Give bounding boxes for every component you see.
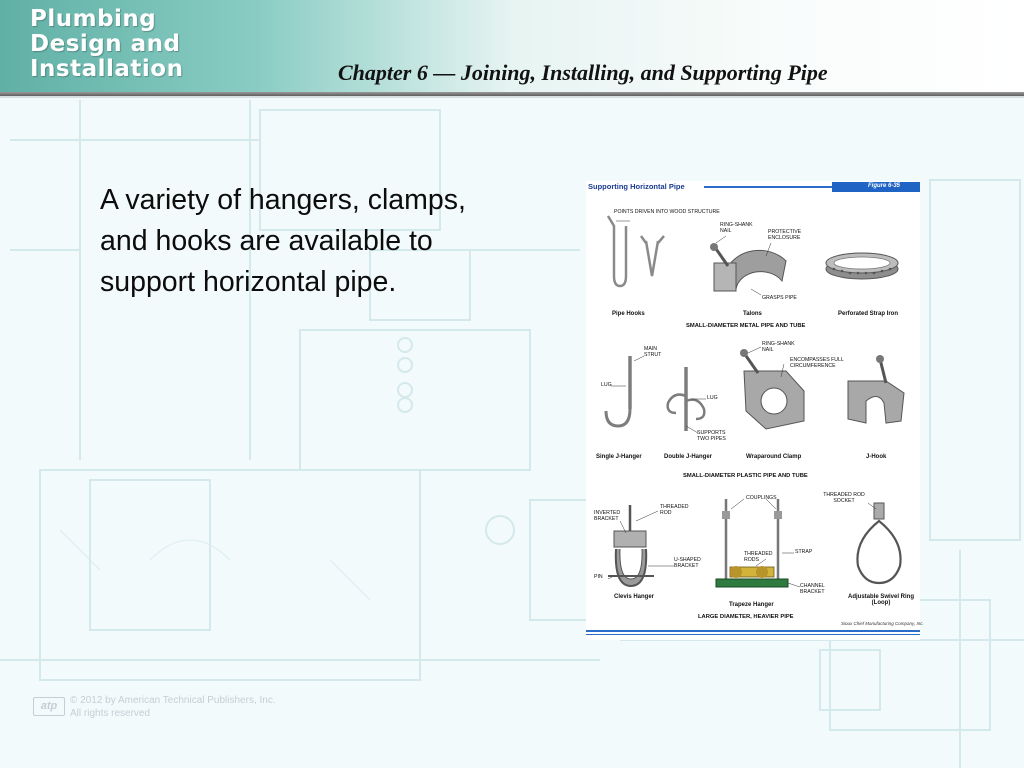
caption-pipe-hooks: Pipe Hooks	[612, 311, 645, 317]
figure-bottom-rule	[586, 630, 920, 632]
figure-credit: Sioux Chief Manufacturing Company, Inc.	[841, 621, 924, 626]
copyright	[70, 694, 276, 720]
section-plastic-pipe: SMALL-DIAMETER PLASTIC PIPE AND TUBE	[683, 473, 808, 479]
callout-ring-shank-nail-1: RING-SHANK NAIL	[720, 222, 753, 234]
header-divider-light	[0, 96, 1024, 98]
section-metal-pipe: SMALL-DIAMETER METAL PIPE AND TUBE	[686, 323, 806, 329]
swivel-ring-illustration	[857, 503, 900, 583]
caption-trapeze-hanger: Trapeze Hanger	[729, 602, 774, 608]
caption-perforated-strap: Perforated Strap Iron	[838, 311, 899, 317]
caption-double-j-hanger: Double J-Hanger	[664, 454, 713, 460]
caption-single-j-hanger: Single J-Hanger	[596, 454, 642, 460]
figure-supporting-horizontal-pipe	[586, 181, 924, 640]
callout-lug-2: LUG	[707, 395, 718, 401]
logo-line-3: Installation	[30, 56, 184, 82]
callout-couplings: COUPLINGS	[746, 495, 777, 501]
callout-threaded-rod: THREADED ROD	[660, 504, 689, 516]
callout-threaded-rod-socket: THREADED ROD SOCKET	[823, 492, 865, 504]
callout-points-driven: POINTS DRIVEN INTO WOOD STRUCTURE	[614, 209, 720, 215]
perforated-strap-illustration	[826, 253, 898, 279]
body-text: A variety of hangers, clamps, and hooks are available to support horizontal pipe.	[100, 184, 466, 298]
callout-channel-bracket: CHANNEL BRACKET	[800, 583, 825, 595]
trapeze-hanger-illustration	[716, 499, 788, 587]
single-j-hanger-illustration	[606, 356, 630, 426]
callout-encompasses: ENCOMPASSES FULL CIRCUMFERENCE	[790, 357, 844, 369]
caption-j-hook: J-Hook	[866, 454, 887, 460]
caption-wraparound-clamp: Wraparound Clamp	[746, 454, 802, 460]
callout-lug-1: LUG	[601, 382, 612, 388]
callout-inverted-bracket: INVERTED BRACKET	[594, 510, 621, 522]
logo-line-1: Plumbing	[30, 6, 157, 32]
caption-clevis-hanger: Clevis Hanger	[614, 594, 655, 600]
figure-bottom-rule-thin	[586, 634, 920, 635]
pipe-hooks-illustration	[608, 216, 664, 286]
callout-threaded-rods: THREADED RODS	[744, 551, 773, 563]
figure-illustrations	[586, 181, 920, 640]
figure-number: Figure 6-35	[868, 183, 901, 189]
logo-line-2: Design and	[30, 31, 181, 57]
copyright-line-1: © 2012 by American Technical Publishers, Inc.	[70, 695, 276, 706]
callout-strap: STRAP	[795, 549, 813, 555]
callout-pin: PIN	[594, 574, 603, 580]
callout-protective-enclosure: PROTECTIVE ENCLOSURE	[768, 229, 802, 241]
callout-ring-shank-nail-2: RING-SHANK NAIL	[762, 341, 795, 353]
copyright-line-2: All rights reserved	[70, 708, 151, 719]
section-large-pipe: LARGE DIAMETER, HEAVIER PIPE	[698, 614, 794, 620]
callout-main-strut: MAIN STRUT	[644, 346, 662, 358]
atp-logo: atp	[33, 697, 65, 716]
figure-title: Supporting Horizontal Pipe	[588, 182, 685, 191]
caption-talons: Talons	[743, 311, 762, 317]
callout-grasps-pipe: GRASPS PIPE	[762, 295, 797, 301]
logo	[30, 7, 183, 82]
caption-swivel-ring: Adjustable Swivel Ring (Loop)	[847, 594, 914, 606]
chapter-title: Chapter 6 — Joining, Installing, and Supporting Pipe	[338, 60, 828, 85]
callout-supports-two-pipes: SUPPORTS TWO PIPES	[697, 430, 726, 442]
talons-illustration	[710, 243, 786, 291]
callout-u-shaped-bracket: U-SHAPED BRACKET	[674, 557, 701, 569]
